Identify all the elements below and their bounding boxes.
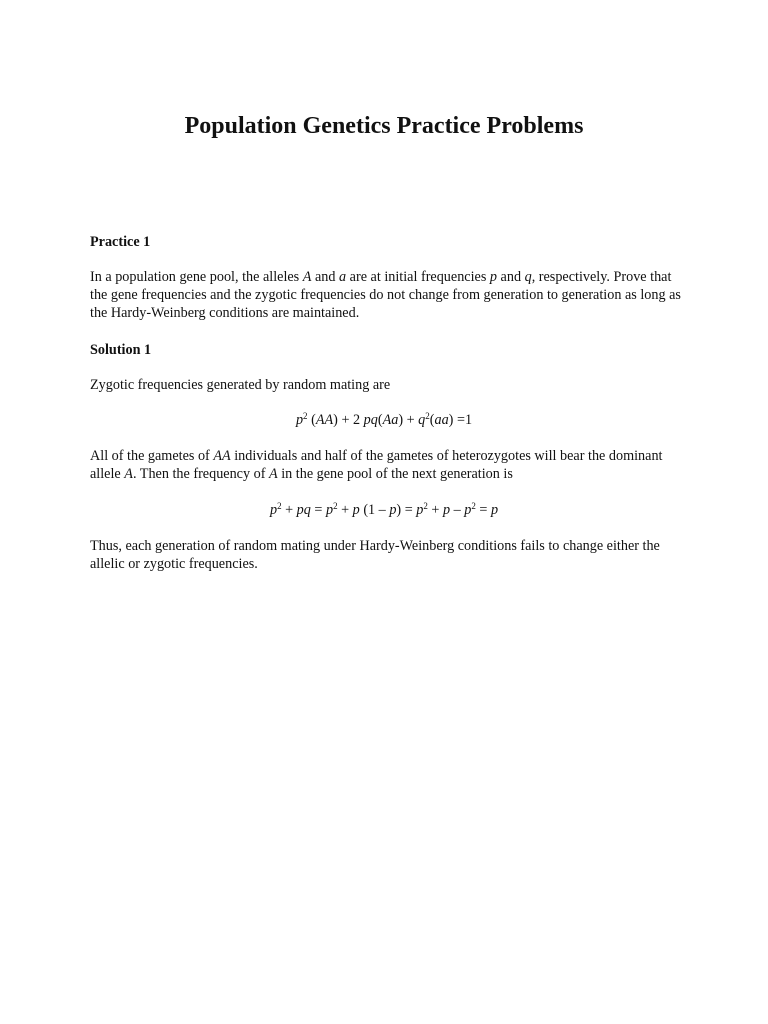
practice-heading: Practice 1 (90, 234, 151, 250)
equation-zygotic-frequencies: $p^2$ (AA) + 2 $pq(Aa) + q^2(aa) =1$ (295, 411, 473, 428)
solution-heading: Solution 1 (90, 342, 152, 358)
conclusion-paragraph: Thus, each generation of random mating under Hardy-Weinberg conditions fails to change either the allelic or zygotic frequencies. (90, 538, 660, 572)
solution-intro: Zygotic frequencies generated by random mating are (90, 377, 391, 393)
equation-allele-frequency: $p^2$ + pq = $p^2 + p$ $(1 - p) = p^2 + p - p^2 = p$ (269, 501, 499, 518)
page-title: Population Genetics Practice Problems (184, 113, 584, 139)
solution-paragraph: All of the gametes of AA individuals and half of the gametes of heterozygotes will bear the dominant allele A. Then the frequency of A in the gene pool of the next generation is (90, 448, 663, 482)
practice-paragraph: In a population gene pool, the alleles A and a are at initial frequencies p and q, respectively. Prove that the gene frequencies and the zygotic frequencies do not change from generation to generation as long as the Hardy-Weinberg conditions are maintained. (90, 269, 681, 321)
